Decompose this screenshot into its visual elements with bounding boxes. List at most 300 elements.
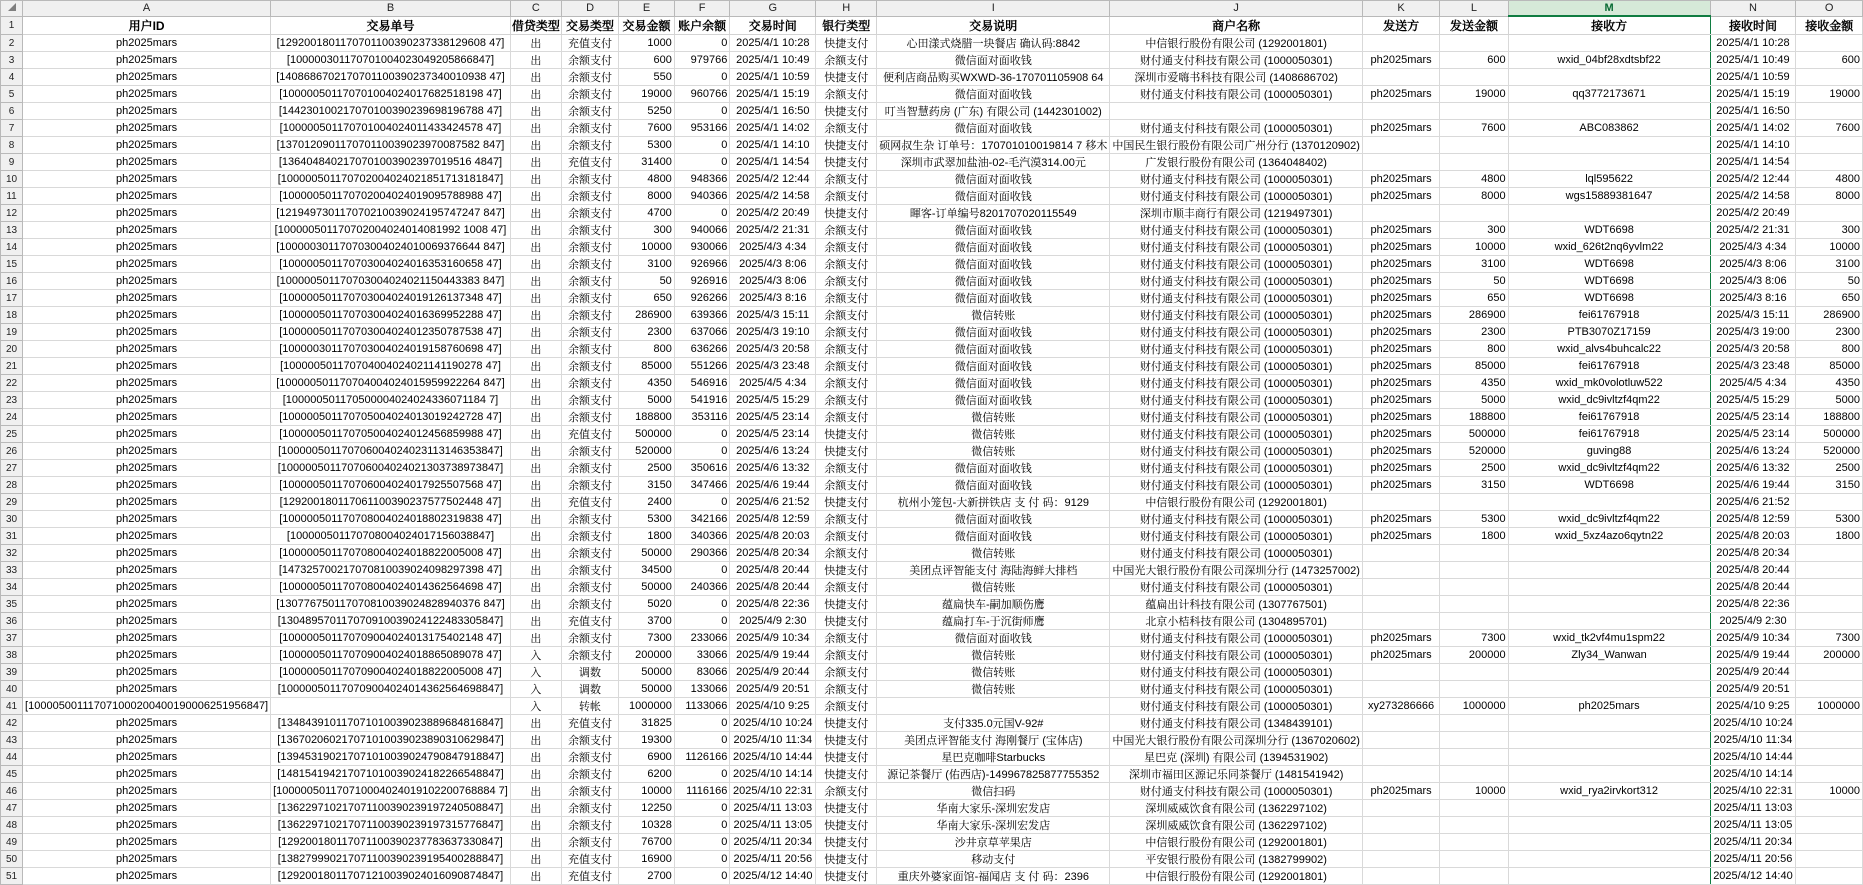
table-cell[interactable]: ph2025mars	[23, 851, 271, 868]
table-cell[interactable]: 财付通支付科技有限公司 (1000050301)	[1110, 647, 1363, 664]
table-cell[interactable]: 财付通支付科技有限公司 (1000050301)	[1110, 477, 1363, 494]
table-cell[interactable]: 微信面对面收钱	[877, 375, 1110, 392]
table-cell[interactable]: 2025/4/1 16:50	[730, 103, 816, 120]
table-cell[interactable]: ph2025mars	[1362, 120, 1439, 137]
table-cell[interactable]: 19000	[619, 86, 675, 103]
row-header[interactable]: 13	[1, 222, 23, 239]
table-cell[interactable]: 2025/4/8 20:44	[1710, 562, 1796, 579]
table-cell[interactable]: 340366	[674, 528, 730, 545]
row-header[interactable]: 19	[1, 324, 23, 341]
table-cell[interactable]: [100000501170708004024017156038847]	[271, 528, 511, 545]
row-header[interactable]: 32	[1, 545, 23, 562]
row-header[interactable]: 23	[1, 392, 23, 409]
table-cell[interactable]: ph2025mars	[23, 205, 271, 222]
table-cell[interactable]: ph2025mars	[23, 545, 271, 562]
table-cell[interactable]: ph2025mars	[1362, 341, 1439, 358]
table-cell[interactable]: 微信面对面收钱	[877, 273, 1110, 290]
table-cell[interactable]: 快捷支付	[816, 715, 877, 732]
table-cell[interactable]: 500000	[1440, 426, 1508, 443]
table-cell[interactable]: wxid_dc9ivltzf4qm22	[1508, 460, 1710, 477]
table-cell[interactable]: 出	[510, 783, 561, 800]
table-cell[interactable]: 充值支付	[561, 494, 618, 511]
table-cell[interactable]: 83066	[674, 664, 730, 681]
table-cell[interactable]: 10328	[619, 817, 675, 834]
table-cell[interactable]: 33066	[674, 647, 730, 664]
table-cell[interactable]: 财付通支付科技有限公司 (1000050301)	[1110, 443, 1363, 460]
table-cell[interactable]	[1796, 596, 1863, 613]
table-cell[interactable]: 2025/4/6 19:44	[1710, 477, 1796, 494]
row-header[interactable]: 29	[1, 494, 23, 511]
table-cell[interactable]: 余额支付	[816, 630, 877, 647]
table-cell[interactable]	[1508, 494, 1710, 511]
table-cell[interactable]: 财付通支付科技有限公司 (1000050301)	[1110, 358, 1363, 375]
row-header[interactable]: 3	[1, 52, 23, 69]
table-cell[interactable]: 0	[674, 851, 730, 868]
row-header[interactable]: 22	[1, 375, 23, 392]
table-cell[interactable]: 1800	[1440, 528, 1508, 545]
table-cell[interactable]: 2025/4/5 23:14	[730, 426, 816, 443]
table-cell[interactable]	[1796, 35, 1863, 52]
table-cell[interactable]: 5300	[1440, 511, 1508, 528]
table-cell[interactable]: 余额支付	[561, 290, 618, 307]
table-row[interactable]	[1, 732, 1863, 749]
table-cell[interactable]: [1408686702170701100390237340010938 47]	[271, 69, 511, 86]
table-cell[interactable]: ph2025mars	[1362, 290, 1439, 307]
table-cell[interactable]: 快捷支付	[816, 35, 877, 52]
table-cell[interactable]: 充值支付	[561, 851, 618, 868]
table-cell[interactable]: 10000	[619, 239, 675, 256]
table-cell[interactable]	[1440, 494, 1508, 511]
table-cell[interactable]: 2025/4/1 14:54	[730, 154, 816, 171]
table-cell[interactable]	[1508, 749, 1710, 766]
table-cell[interactable]: [100000501170702004024019095788988 47]	[271, 188, 511, 205]
table-cell[interactable]: [1364048402170701003902397019516 4847]	[271, 154, 511, 171]
table-cell[interactable]: 余额支付	[816, 256, 877, 273]
table-cell[interactable]: 347466	[674, 477, 730, 494]
header-cell[interactable]: 接收金额	[1796, 16, 1863, 35]
table-cell[interactable]: 余额支付	[561, 800, 618, 817]
table-cell[interactable]: 520000	[1440, 443, 1508, 460]
table-cell[interactable]: 650	[1440, 290, 1508, 307]
table-cell[interactable]	[1796, 613, 1863, 630]
table-cell[interactable]: 85000	[1796, 358, 1863, 375]
table-row[interactable]	[1, 443, 1863, 460]
table-cell[interactable]: 2025/4/8 12:59	[1710, 511, 1796, 528]
table-cell[interactable]: 50	[1440, 273, 1508, 290]
table-cell[interactable]: 快捷支付	[816, 562, 877, 579]
table-row[interactable]	[1, 834, 1863, 851]
table-cell[interactable]: 2025/4/10 10:24	[730, 715, 816, 732]
table-cell[interactable]: 微信面对面收钱	[877, 341, 1110, 358]
table-cell[interactable]: 16900	[619, 851, 675, 868]
table-cell[interactable]: 财付通支付科技有限公司 (1000050301)	[1110, 86, 1363, 103]
table-cell[interactable]: ph2025mars	[23, 188, 271, 205]
table-cell[interactable]: 926266	[674, 290, 730, 307]
table-cell[interactable]: 快捷支付	[816, 851, 877, 868]
table-cell[interactable]: 便利店商品购买WXWD-36-170701105908 64	[877, 69, 1110, 86]
table-cell[interactable]: 2025/4/2 12:44	[1710, 171, 1796, 188]
table-cell[interactable]	[1508, 800, 1710, 817]
row-header[interactable]: 34	[1, 579, 23, 596]
table-cell[interactable]: 快捷支付	[816, 494, 877, 511]
table-cell[interactable]: 出	[510, 426, 561, 443]
table-cell[interactable]	[1440, 579, 1508, 596]
table-cell[interactable]: 2025/4/10 14:14	[730, 766, 816, 783]
table-row[interactable]	[1, 545, 1863, 562]
table-cell[interactable]: 出	[510, 273, 561, 290]
table-cell[interactable]: 余额支付	[561, 103, 618, 120]
table-cell[interactable]: 余额支付	[561, 69, 618, 86]
table-cell[interactable]: 出	[510, 35, 561, 52]
table-cell[interactable]: 2025/4/2 12:44	[730, 171, 816, 188]
table-cell[interactable]: 余额支付	[816, 222, 877, 239]
table-cell[interactable]: 2500	[1440, 460, 1508, 477]
table-cell[interactable]: [136229710217071100390239197315776847]	[271, 817, 511, 834]
table-cell[interactable]: 快捷支付	[816, 834, 877, 851]
table-cell[interactable]: 19300	[619, 732, 675, 749]
table-cell[interactable]: 2500	[1796, 460, 1863, 477]
table-cell[interactable]: 华南大家乐-深圳宏发店	[877, 817, 1110, 834]
table-cell[interactable]: 2025/4/5 23:14	[730, 409, 816, 426]
row-header[interactable]: 11	[1, 188, 23, 205]
table-cell[interactable]: [100000501170710004024019102200768884 7]	[271, 783, 511, 800]
table-cell[interactable]: 551266	[674, 358, 730, 375]
table-cell[interactable]: 微信转账	[877, 545, 1110, 562]
table-cell[interactable]: 2300	[1796, 324, 1863, 341]
table-cell[interactable]: 蕴扁快车-嗣加顺伤鹰	[877, 596, 1110, 613]
table-cell[interactable]: 微信面对面收钱	[877, 86, 1110, 103]
table-cell[interactable]: 余额支付	[816, 579, 877, 596]
table-cell[interactable]: 蕴扁出计科技有限公司 (1307767501)	[1110, 596, 1363, 613]
table-cell[interactable]: 2025/4/9 2:30	[730, 613, 816, 630]
table-cell[interactable]: 出	[510, 307, 561, 324]
table-cell[interactable]: 财付通支付科技有限公司 (1000050301)	[1110, 681, 1363, 698]
table-cell[interactable]: 948366	[674, 171, 730, 188]
table-cell[interactable]: 600	[1440, 52, 1508, 69]
table-cell[interactable]: 4350	[619, 375, 675, 392]
table-cell[interactable]: 充值支付	[561, 154, 618, 171]
table-cell[interactable]: [138279990217071100390239195400288847]	[271, 851, 511, 868]
table-row[interactable]	[1, 290, 1863, 307]
table-cell[interactable]	[271, 698, 511, 715]
table-cell[interactable]: guving88	[1508, 443, 1710, 460]
table-cell[interactable]: 余额支付	[561, 188, 618, 205]
table-cell[interactable]: ph2025mars	[23, 681, 271, 698]
table-cell[interactable]: 926916	[674, 273, 730, 290]
table-cell[interactable]	[1440, 69, 1508, 86]
row-header[interactable]: 20	[1, 341, 23, 358]
table-cell[interactable]: 中国民生银行股份有限公司广州分行 (1370120902)	[1110, 137, 1363, 154]
table-cell[interactable]: 出	[510, 188, 561, 205]
table-row[interactable]	[1, 69, 1863, 86]
table-cell[interactable]: 微信面对面收钱	[877, 358, 1110, 375]
table-cell[interactable]: 2025/4/5 15:29	[730, 392, 816, 409]
table-cell[interactable]: 余额支付	[561, 477, 618, 494]
table-cell[interactable]	[1440, 35, 1508, 52]
table-cell[interactable]: 2025/4/2 21:31	[1710, 222, 1796, 239]
table-cell[interactable]: 1133066	[674, 698, 730, 715]
table-cell[interactable]	[1440, 596, 1508, 613]
table-cell[interactable]: 财付通支付科技有限公司 (1000050301)	[1110, 409, 1363, 426]
table-cell[interactable]: 财付通支付科技有限公司 (1000050301)	[1110, 528, 1363, 545]
table-cell[interactable]: 4800	[619, 171, 675, 188]
table-cell[interactable]: 财付通支付科技有限公司 (1000050301)	[1110, 783, 1363, 800]
table-cell[interactable]: 50000	[619, 664, 675, 681]
table-cell[interactable]: 余额支付	[561, 817, 618, 834]
table-cell[interactable]: ph2025mars	[1362, 171, 1439, 188]
table-cell[interactable]: 2025/4/9 20:44	[1710, 664, 1796, 681]
table-cell[interactable]: 中信银行股份有限公司 (1292001801)	[1110, 834, 1363, 851]
table-cell[interactable]: wxid_04bf28xdtsbf22	[1508, 52, 1710, 69]
table-cell[interactable]: 出	[510, 630, 561, 647]
table-cell[interactable]	[1362, 205, 1439, 222]
table-cell[interactable]: 余额支付	[816, 239, 877, 256]
table-cell[interactable]: 300	[619, 222, 675, 239]
table-cell[interactable]: 800	[619, 341, 675, 358]
table-row[interactable]	[1, 409, 1863, 426]
table-cell[interactable]: 31400	[619, 154, 675, 171]
row-header[interactable]: 41	[1, 698, 23, 715]
table-cell[interactable]: 2025/4/10 22:31	[730, 783, 816, 800]
table-cell[interactable]: ph2025mars	[1362, 409, 1439, 426]
table-cell[interactable]: 硕网叔生杂 订单号：170701010019814 7 移木	[877, 137, 1110, 154]
table-cell[interactable]: 出	[510, 817, 561, 834]
table-cell[interactable]: 余额支付	[561, 324, 618, 341]
table-cell[interactable]: 美团点评智能支付 海刚餐厅 (宝体店)	[877, 732, 1110, 749]
table-cell[interactable]: 微信面对面收钱	[877, 120, 1110, 137]
header-cell[interactable]: 账户余额	[674, 16, 730, 35]
table-cell[interactable]: 85000	[1440, 358, 1508, 375]
table-cell[interactable]: ph2025mars	[23, 69, 271, 86]
table-cell[interactable]: 3100	[619, 256, 675, 273]
table-cell[interactable]: [100000301170703004024010069376644 847]	[271, 239, 511, 256]
table-cell[interactable]: 余额支付	[561, 834, 618, 851]
table-cell[interactable]: 7600	[1796, 120, 1863, 137]
table-cell[interactable]: ph2025mars	[23, 443, 271, 460]
table-cell[interactable]: ph2025mars	[23, 290, 271, 307]
table-cell[interactable]: 微信面对面收钱	[877, 630, 1110, 647]
table-cell[interactable]: 2025/4/6 21:52	[730, 494, 816, 511]
table-cell[interactable]: 2025/4/3 8:06	[1710, 256, 1796, 273]
table-cell[interactable]: 1000000	[1440, 698, 1508, 715]
table-cell[interactable]	[1796, 800, 1863, 817]
row-header[interactable]: 9	[1, 154, 23, 171]
table-cell[interactable]: 微信面对面收钱	[877, 188, 1110, 205]
table-cell[interactable]: [100000501170706004024023113146353847]	[271, 443, 511, 460]
table-cell[interactable]: 3150	[1796, 477, 1863, 494]
table-cell[interactable]: 微信面对面收钱	[877, 222, 1110, 239]
table-cell[interactable]: 2025/4/9 20:44	[730, 664, 816, 681]
table-cell[interactable]: [100000501170706004024021303738973847]	[271, 460, 511, 477]
table-cell[interactable]	[1362, 154, 1439, 171]
table-cell[interactable]: 财付通支付科技有限公司 (1000050301)	[1110, 120, 1363, 137]
row-header[interactable]: 31	[1, 528, 23, 545]
table-cell[interactable]: 快捷支付	[816, 766, 877, 783]
table-cell[interactable]: ph2025mars	[23, 426, 271, 443]
table-cell[interactable]: ph2025mars	[1362, 239, 1439, 256]
table-row[interactable]	[1, 528, 1863, 545]
table-cell[interactable]: 0	[674, 562, 730, 579]
row-header[interactable]: 50	[1, 851, 23, 868]
table-row[interactable]	[1, 188, 1863, 205]
table-cell[interactable]: 财付通支付科技有限公司 (1348439101)	[1110, 715, 1363, 732]
table-cell[interactable]: [121949730117070210039024195747247 847]	[271, 205, 511, 222]
table-cell[interactable]: 2025/4/10 11:34	[730, 732, 816, 749]
table-cell[interactable]: 出	[510, 868, 561, 885]
table-cell[interactable]: 286900	[1796, 307, 1863, 324]
table-cell[interactable]: 7300	[1796, 630, 1863, 647]
table-cell[interactable]: 2025/4/1 14:10	[1710, 137, 1796, 154]
table-cell[interactable]	[1440, 154, 1508, 171]
table-cell[interactable]: ph2025mars	[23, 800, 271, 817]
table-cell[interactable]	[1362, 103, 1439, 120]
table-cell[interactable]: 微信面对面收钱	[877, 392, 1110, 409]
table-cell[interactable]	[1440, 749, 1508, 766]
table-cell[interactable]: 2025/4/8 22:36	[1710, 596, 1796, 613]
table-cell[interactable]: 0	[674, 766, 730, 783]
table-row[interactable]	[1, 698, 1863, 715]
table-cell[interactable]: 953166	[674, 120, 730, 137]
table-cell[interactable]: 50000	[619, 545, 675, 562]
table-cell[interactable]: 微信面对面收钱	[877, 511, 1110, 528]
table-cell[interactable]: 2025/4/12 14:40	[1710, 868, 1796, 885]
table-cell[interactable]: ph2025mars	[1362, 86, 1439, 103]
table-cell[interactable]: 余额支付	[561, 511, 618, 528]
table-cell[interactable]	[1796, 562, 1863, 579]
table-cell[interactable]: ph2025mars	[23, 273, 271, 290]
table-cell[interactable]	[1796, 834, 1863, 851]
table-cell[interactable]	[1362, 35, 1439, 52]
table-cell[interactable]: ph2025mars	[23, 664, 271, 681]
table-cell[interactable]: 930066	[674, 239, 730, 256]
table-cell[interactable]: 2025/4/10 9:25	[1710, 698, 1796, 715]
table-cell[interactable]: 1000	[619, 35, 675, 52]
table-cell[interactable]: 余额支付	[816, 409, 877, 426]
table-cell[interactable]: ph2025mars	[23, 137, 271, 154]
row-header[interactable]: 7	[1, 120, 23, 137]
table-cell[interactable]: 600	[1796, 52, 1863, 69]
table-cell[interactable]: 美团点评智能支付 海陆海鲜大排档	[877, 562, 1110, 579]
table-cell[interactable]: 2025/4/11 13:03	[730, 800, 816, 817]
table-cell[interactable]: 余额支付	[561, 239, 618, 256]
table-cell[interactable]: [100000301170701004023049205866847]	[271, 52, 511, 69]
table-cell[interactable]: 2025/4/2 21:31	[730, 222, 816, 239]
table-cell[interactable]: 12250	[619, 800, 675, 817]
table-cell[interactable]: 余额支付	[561, 766, 618, 783]
table-row[interactable]	[1, 647, 1863, 664]
table-row[interactable]	[1, 273, 1863, 290]
table-cell[interactable]: 2025/4/8 20:34	[1710, 545, 1796, 562]
table-cell[interactable]: 快捷支付	[816, 205, 877, 222]
table-cell[interactable]: 余额支付	[816, 52, 877, 69]
table-cell[interactable]: ph2025mars	[23, 324, 271, 341]
row-header[interactable]: 33	[1, 562, 23, 579]
table-cell[interactable]: 2025/4/1 10:59	[1710, 69, 1796, 86]
table-cell[interactable]: 0	[674, 613, 730, 630]
row-header[interactable]: 14	[1, 239, 23, 256]
table-cell[interactable]: 10000	[1440, 239, 1508, 256]
table-cell[interactable]: 5250	[619, 103, 675, 120]
table-cell[interactable]: 充值支付	[561, 868, 618, 885]
table-cell[interactable]: lql595622	[1508, 171, 1710, 188]
row-header[interactable]: 49	[1, 834, 23, 851]
table-cell[interactable]: 8000	[1440, 188, 1508, 205]
table-cell[interactable]: 中国光大银行股份有限公司深圳分行 (1473257002)	[1110, 562, 1363, 579]
table-cell[interactable]: 541916	[674, 392, 730, 409]
table-cell[interactable]: 北京小桔科技有限公司 (1304895701)	[1110, 613, 1363, 630]
table-row[interactable]	[1, 630, 1863, 647]
table-cell[interactable]: 300	[1440, 222, 1508, 239]
table-row[interactable]	[1, 120, 1863, 137]
table-cell[interactable]: 0	[674, 154, 730, 171]
table-cell[interactable]: [100000501170708004024014362564698 47]	[271, 579, 511, 596]
table-cell[interactable]: 余额支付	[816, 477, 877, 494]
table-cell[interactable]: 2025/4/3 15:11	[1710, 307, 1796, 324]
table-cell[interactable]: 240366	[674, 579, 730, 596]
table-cell[interactable]: 2025/4/10 9:25	[730, 698, 816, 715]
table-row[interactable]	[1, 426, 1863, 443]
table-cell[interactable]: 财付通支付科技有限公司 (1000050301)	[1110, 579, 1363, 596]
table-cell[interactable]: 2025/4/2 20:49	[730, 205, 816, 222]
column-header-n[interactable]: N	[1710, 1, 1796, 17]
table-cell[interactable]: 微信面对面收钱	[877, 528, 1110, 545]
table-cell[interactable]: 2025/4/2 20:49	[1710, 205, 1796, 222]
table-cell[interactable]: 出	[510, 766, 561, 783]
table-cell[interactable]: 2025/4/1 14:10	[730, 137, 816, 154]
table-cell[interactable]: ph2025mars	[1362, 222, 1439, 239]
table-cell[interactable]: wxid_mk0volotluw522	[1508, 375, 1710, 392]
table-cell[interactable]	[1508, 817, 1710, 834]
table-cell[interactable]: 2025/4/8 22:36	[730, 596, 816, 613]
table-cell[interactable]: 出	[510, 120, 561, 137]
table-cell[interactable]: WDT6698	[1508, 290, 1710, 307]
table-cell[interactable]: 520000	[619, 443, 675, 460]
table-cell[interactable]: ph2025mars	[1362, 375, 1439, 392]
table-cell[interactable]: 10000	[619, 783, 675, 800]
table-cell[interactable]: 出	[510, 392, 561, 409]
table-cell[interactable]: [100000501170709004024013175402148 47]	[271, 630, 511, 647]
table-cell[interactable]: 微信面对面收钱	[877, 290, 1110, 307]
table-cell[interactable]	[1110, 103, 1363, 120]
table-cell[interactable]: 微信转账	[877, 681, 1110, 698]
row-header[interactable]: 21	[1, 358, 23, 375]
table-cell[interactable]: 快捷支付	[816, 613, 877, 630]
table-cell[interactable]: 50000	[619, 579, 675, 596]
table-cell[interactable]: ph2025mars	[23, 154, 271, 171]
table-cell[interactable]: ph2025mars	[23, 647, 271, 664]
table-cell[interactable]: 2025/4/1 10:49	[730, 52, 816, 69]
table-cell[interactable]: 余额支付	[816, 341, 877, 358]
table-cell[interactable]: [100000501170708004024018822005008 47]	[271, 545, 511, 562]
table-cell[interactable]: 0	[674, 35, 730, 52]
table-cell[interactable]: 微信转账	[877, 307, 1110, 324]
table-cell[interactable]: 2025/4/1 10:49	[1710, 52, 1796, 69]
table-cell[interactable]: 2700	[619, 868, 675, 885]
table-cell[interactable]: ph2025mars	[23, 732, 271, 749]
table-cell[interactable]: 财付通支付科技有限公司 (1000050301)	[1110, 171, 1363, 188]
table-cell[interactable]: 深圳市福田区源记乐同茶餐厅 (1481541942)	[1110, 766, 1363, 783]
table-cell[interactable]: 余额支付	[561, 630, 618, 647]
table-cell[interactable]	[1508, 766, 1710, 783]
table-cell[interactable]: [148154194217071010039024182266548847]	[271, 766, 511, 783]
table-cell[interactable]: 余额支付	[561, 596, 618, 613]
table-cell[interactable]	[1796, 137, 1863, 154]
table-cell[interactable]	[1362, 800, 1439, 817]
table-cell[interactable]: 2025/4/1 14:02	[730, 120, 816, 137]
table-cell[interactable]	[1796, 154, 1863, 171]
row-header[interactable]: 5	[1, 86, 23, 103]
header-cell[interactable]: 发送方	[1362, 16, 1439, 35]
